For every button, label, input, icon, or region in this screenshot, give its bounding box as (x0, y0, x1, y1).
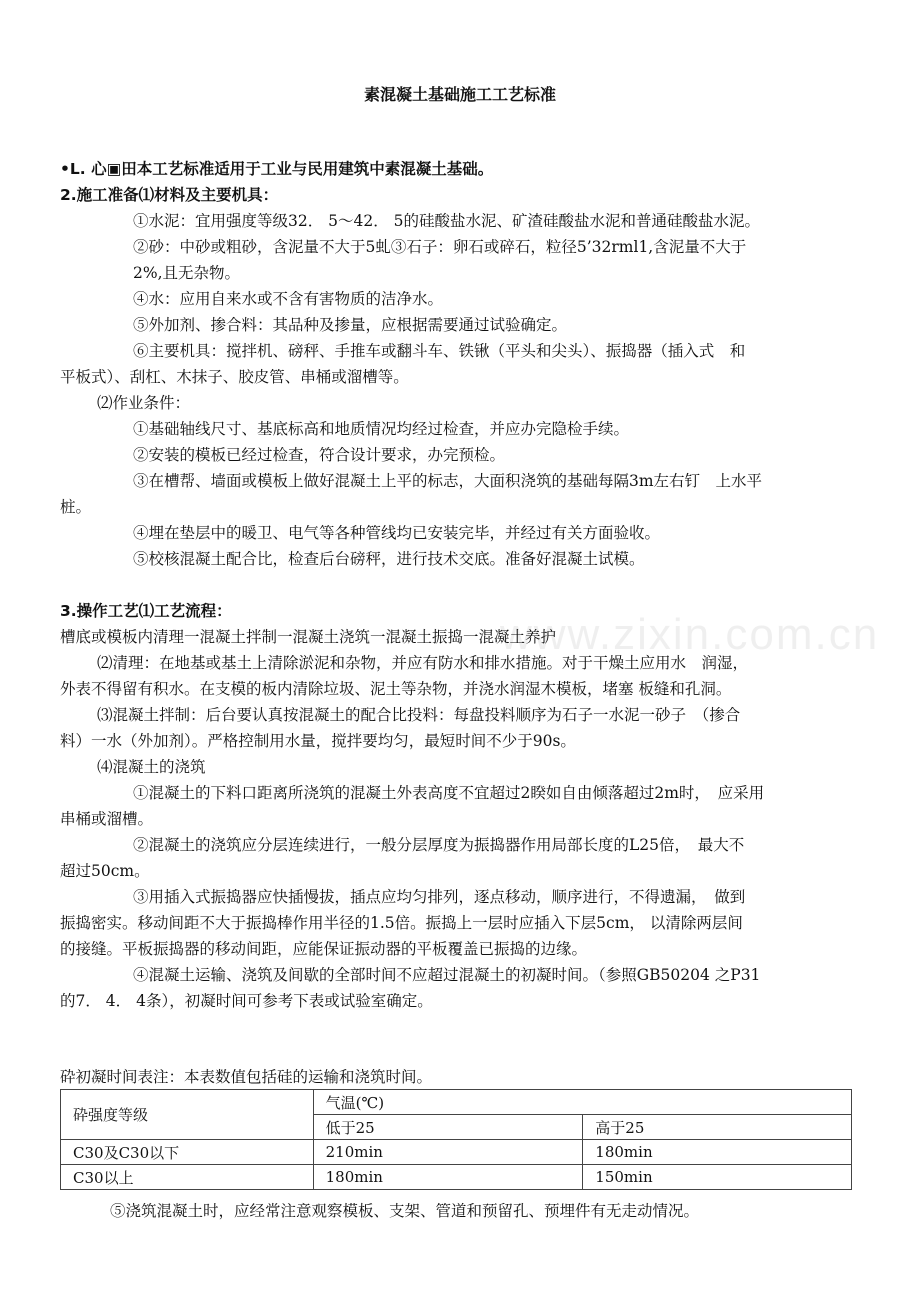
watermark: www.zixin.com.cn (500, 610, 880, 659)
paragraph: ⑥主要机具：搅拌机、磅秤、手推车或翻斗车、铁锹（平头和尖头）、振捣器（插入式 和 (133, 342, 746, 360)
subheading: ⑷混凝土的浇筑 (97, 758, 206, 776)
paragraph: 桩。 (60, 498, 92, 516)
paragraph: 料）一水（外加剂）。严格控制用水量，搅拌要均匀，最短时间不少于90s。 (60, 732, 576, 750)
table-caption: 砕初凝时间表注：本表数值包括硅的运输和浇筑时间。 (60, 1068, 433, 1086)
paragraph: ②安装的模板已经过检查，符合设计要求，办完预检。 (133, 446, 506, 464)
paragraph: ⑵清理：在地基或基土上清除淤泥和杂物，并应有防水和排水措施。对于干燥土应用水 润湿， (97, 654, 749, 672)
paragraph: ④混凝土运输、浇筑及间歇的全部时间不应超过混凝土的初凝时间。（参照GB50204 之P31 (133, 966, 761, 984)
paragraph: 的接缝。平板振捣器的移动间距，应能保证振动器的平板覆盖已振捣的边缘。 (60, 940, 588, 958)
subheading: ⑵作业条件： (97, 394, 191, 412)
section-2-heading: 2.施工准备⑴材料及主要机具： (60, 186, 279, 204)
table-header-cell: 高于25 (583, 1115, 852, 1140)
paragraph: ⑶混凝土拌制：后台要认真按混凝土的配合比投料：每盘投料顺序为石子一水泥一砂子 （掺合 (97, 706, 741, 724)
paragraph: 串桶或溜槽。 (60, 810, 154, 828)
paragraph: ⑤校核混凝土配合比，检查后台磅秤，进行技术交底。准备好混凝土试模。 (133, 550, 645, 568)
section-1-scope: •L. 心▣田本工艺标准适用于工业与民用建筑中素混凝土基础。 (60, 160, 494, 178)
paragraph: ①基础轴线尺寸、基底标高和地质情况均经过检查，并应办完隐检手续。 (133, 420, 630, 438)
table-header-cell: 低于25 (313, 1115, 583, 1140)
paragraph: ④埋在垫层中的暖卫、电气等各种管线均已安装完毕，并经过有关方面验收。 (133, 524, 661, 542)
paragraph: 外表不得留有积水。在支模的板内清除垃圾、泥土等杂物，并浇水润湿木模板，堵塞 板缝和孔洞。 (60, 680, 732, 698)
table-cell: C30以上 (61, 1165, 314, 1190)
paragraph: 振捣密实。移动间距不大于振捣棒作用半径的1.5倍。振捣上一层时应插入下层5cm， 以清除两层间 (60, 914, 743, 932)
paragraph: ②混凝土的浇筑应分层连续进行，一般分层厚度为振捣器作用局部长度的L25倍， 最大不 (133, 836, 745, 854)
paragraph: ①水泥：宜用强度等级32． 5〜42． 5的硅酸盐水泥、矿渣硅酸盐水泥和普通硅酸盐水泥。 (133, 212, 761, 230)
table-cell: 150min (583, 1165, 852, 1190)
paragraph: 平板式）、刮杠、木抹子、胶皮管、串桶或溜槽等。 (60, 368, 409, 386)
table-cell: 180min (313, 1165, 583, 1190)
table-cell: C30及C30以下 (61, 1140, 314, 1165)
paragraph: ⑤浇筑混凝土时，应经常注意观察模板、支架、管道和预留孔、预埋件有无走动情况。 (110, 1202, 700, 1220)
setting-time-table (60, 1089, 852, 1190)
table-row (61, 1140, 852, 1165)
paragraph: ③用插入式振捣器应快插慢拔，插点应均匀排列，逐点移动，顺序进行，不得遗漏， 做到 (133, 888, 746, 906)
table-cell: 180min (583, 1140, 852, 1165)
paragraph: 2%,且无杂物。 (133, 264, 241, 282)
table-header-row (61, 1090, 852, 1115)
section-3-heading: 3.操作工艺⑴工艺流程： (60, 602, 232, 620)
paragraph: ③在槽帮、墙面或模板上做好混凝土上平的标志，大面积浇筑的基础每隔3m左右钉 上水平 (133, 472, 763, 490)
paragraph: 超过50cm。 (60, 862, 150, 880)
table-header-cell: 气温(℃) (313, 1090, 851, 1115)
document-title: 素混凝土基础施工工艺标准 (363, 85, 556, 104)
paragraph: ①混凝土的下料口距离所浇筑的混凝土外表高度不宜超过2睽如自由倾落超过2m时， 应采用 (133, 784, 765, 802)
process-flow: 槽底或模板内清理一混凝土拌制一混凝土浇筑一混凝土振捣一混凝土养护 (60, 628, 557, 646)
paragraph: ⑤外加剂、掺合料：其品种及掺量，应根据需要通过试验确定。 (133, 316, 568, 334)
paragraph: 的7． 4． 4条），初凝时间可参考下表或试验室确定。 (60, 992, 433, 1010)
table-header-cell: 砕强度等级 (61, 1090, 314, 1140)
table-cell: 210min (313, 1140, 583, 1165)
paragraph: ②砂：中砂或粗砂，含泥量不大于5虬③石子：卵石或碎石，粒径5’32rml1,含泥量不大于 (133, 238, 747, 256)
table-row (61, 1165, 852, 1190)
paragraph: ④水：应用自来水或不含有害物质的洁净水。 (133, 290, 444, 308)
